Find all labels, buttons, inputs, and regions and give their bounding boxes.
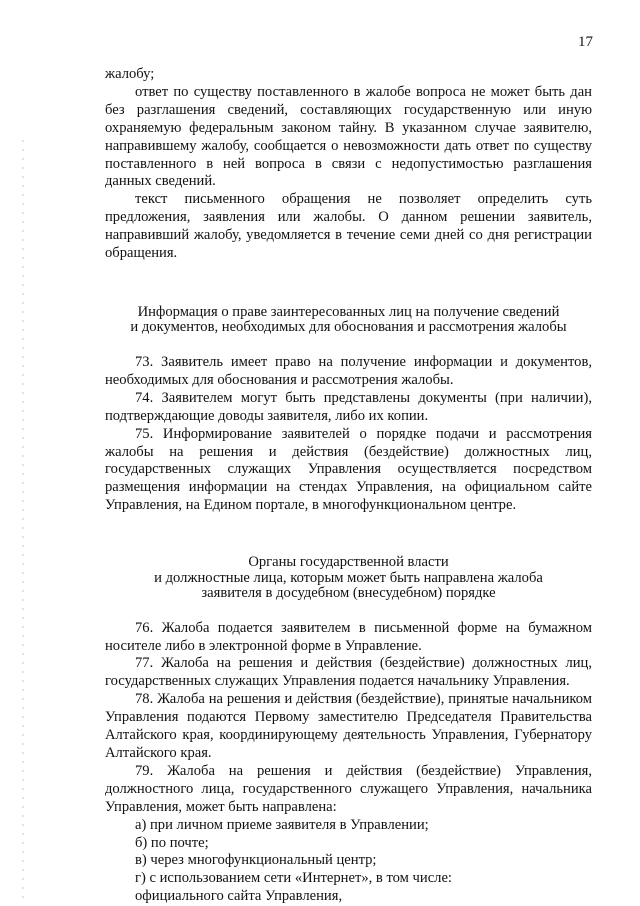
heading-line: Информация о праве заинтересованных лиц на получение сведений bbox=[137, 303, 560, 320]
paragraph: 75. Информирование заявителей о порядке подачи и рассмотрения жалобы на решения и действия (бездействие) должностных лиц, государственных служащих Управления осуществляется посредством размещения информации на стендах Управления, на официальном сайте Управления, на Едином портале, в многофункциональном центре. bbox=[105, 425, 592, 514]
paragraph: 79. Жалоба на решения и действия (бездействие) Управления, должностного лица, государственного служащего Управления, начальника Управления, может быть направлена: bbox=[105, 762, 592, 815]
list-item: официального сайта Управления, bbox=[135, 888, 343, 905]
section-heading-information-rights bbox=[105, 305, 592, 336]
paragraph: 74. Заявителем могут быть представлены документы (при наличии), подтверждающие доводы заявителя, либо их копии. bbox=[105, 389, 592, 424]
heading-line: и должностные лица, которым может быть направлена жалоба bbox=[154, 569, 543, 586]
section-heading-authorities bbox=[105, 555, 592, 602]
list-item: в) через многофункциональный центр; bbox=[135, 852, 377, 869]
scan-edge-marks bbox=[22, 140, 24, 900]
paragraph: жалобу; bbox=[105, 66, 155, 82]
heading-line: и документов, необходимых для обоснования и рассмотрения жалобы bbox=[130, 319, 567, 336]
list-item: а) при личном приеме заявителя в Управлении; bbox=[135, 816, 429, 833]
heading-line: заявителя в досудебном (внесудебном) порядке bbox=[201, 585, 496, 602]
document-body bbox=[105, 66, 592, 906]
paragraph: 73. Заявитель имеет право на получение информации и документов, необходимых для обоснования и рассмотрения жалобы. bbox=[105, 353, 592, 388]
page-number: 17 bbox=[578, 34, 593, 50]
list-item: б) по почте; bbox=[135, 834, 209, 851]
paragraph: текст письменного обращения не позволяет определить суть предложения, заявления или жалобы. О данном решении заявитель, направивший жалобу, уведомляется в течение семи дней со дня регистрации обращения. bbox=[105, 191, 592, 262]
paragraph: 76. Жалоба подается заявителем в письменной форме на бумажном носителе либо в электронной форме в Управление. bbox=[105, 619, 592, 654]
paragraph: 78. Жалоба на решения и действия (бездействие), принятые начальником Управления подаются Первому заместителю Председателя Правительства Алтайского края, координирующему деятельность Управления, Губернатору Алтайского края. bbox=[105, 691, 592, 761]
heading-line: Органы государственной власти bbox=[248, 554, 449, 571]
paragraph: 77. Жалоба на решения и действия (бездействие) должностных лиц, государственных служащих Управления подается начальнику Управления. bbox=[105, 655, 592, 690]
list-item: г) с использованием сети «Интернет», в том числе: bbox=[135, 870, 452, 887]
paragraph: ответ по существу поставленного в жалобе вопроса не может быть дан без разглашения сведений, составляющих государственную или иную охраняемую федеральным законом тайну. В указанном случае заявителю, направившему жалобу, сообщается о невозможности дать ответ по существу поставленного в ней вопроса в связи с недопустимостью разглашения данных сведений. bbox=[105, 83, 592, 190]
